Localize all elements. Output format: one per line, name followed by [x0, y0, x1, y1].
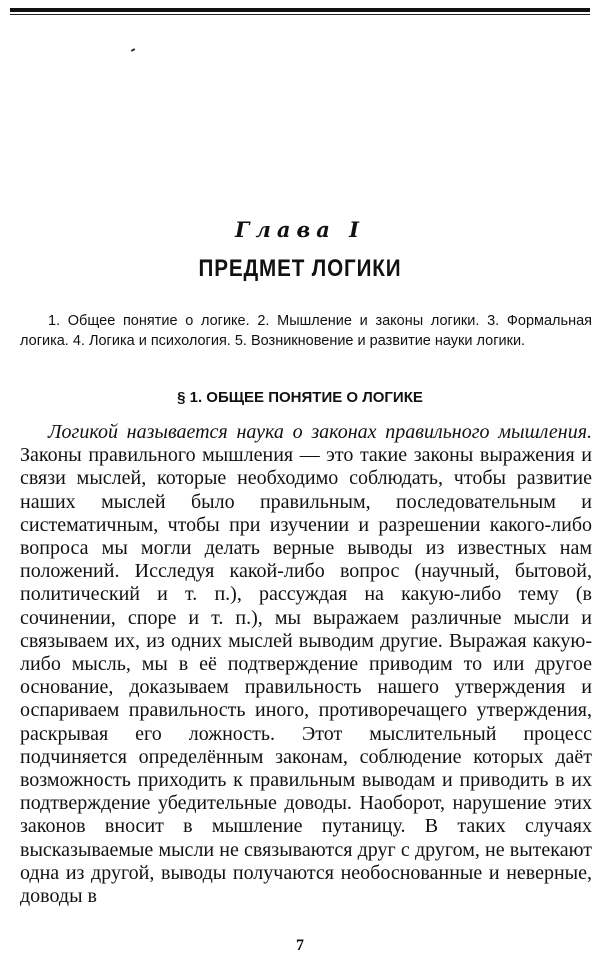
- body-text: [20, 421, 592, 908]
- header-rule-thick: [10, 8, 590, 12]
- chapter-contents: [20, 311, 592, 351]
- chapter-title: ПРЕДМЕТ ЛОГИКИ: [198, 255, 402, 282]
- body-paragraph: [20, 421, 592, 908]
- paragraph-text: Законы правильного мышления — это такие законы выражения и связи мыслей, которые необходимо соблюдать, чтобы развитие наших мыслей было правильным, последовательным и систематичным, чтобы при изучении и разрешении какого-либо вопроса мы могли делать верные выводы из известных нам положений. Исследуя какой-либо вопрос (научный, бытовой, политический и т. п.), рассуждая на какую-либо тему (в сочинении, споре и т. п.), мы выражаем различные мысли и связываем их, из одних мыслей выводим другие. Выражая какую-либо мысль, мы в её подтверждение приводим то или другое основание, доказываем правильность нашего утверждения и оспариваем правильность иного, противоречащего утверждения, раскрывая его ложность. Этот мыслительный процесс подчиняется определённым законам, соблюдение которых даёт возможность приходить к правильным выводам и приводить в их подтверждение убедительные доводы. Наоборот, нарушение этих законов вносит в мышление путаницу. В таких случаях высказываемые мысли не связываются друг с другом, не вытекают одна из другой, выводы получаются необоснованные и неверные, доводы в: [20, 444, 592, 908]
- page-number: 7: [296, 937, 304, 954]
- contents-text: 1. Общее понятие о логике. 2. Мышление и законы логики. 3. Формальная логика. 4. Логика и психология. 5. Возникновение и развитие науки логики.: [20, 313, 592, 349]
- print-speck: [131, 48, 135, 52]
- section-heading: § 1. ОБЩЕЕ ПОНЯТИЕ О ЛОГИКЕ: [177, 389, 423, 406]
- header-rule-thin: [10, 14, 590, 15]
- chapter-label: Глава I: [234, 217, 365, 242]
- definition-italic: Логикой называется наука о законах правильного мышления.: [48, 421, 592, 443]
